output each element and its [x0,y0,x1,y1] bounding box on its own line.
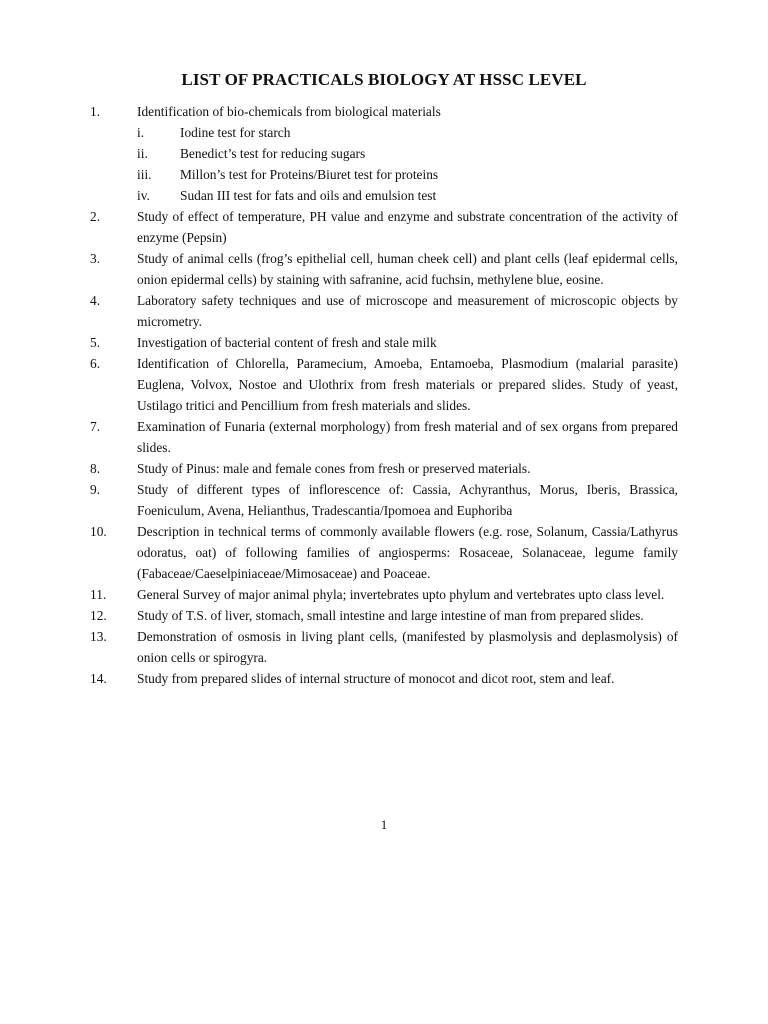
sublist-item [137,122,678,143]
sublist-item [137,185,678,206]
list-item [90,605,678,626]
item-number: 1. [90,104,101,119]
item-text: Laboratory safety techniques and use of microscope and measurement of microscopic objects by micrometry. [137,293,678,329]
subitem-number: iv. [137,188,150,203]
item-number: 14. [90,671,107,686]
item-number: 10. [90,524,107,539]
item-text: Identification of Chlorella, Paramecium, Amoeba, Entamoeba, Plasmodium (malarial parasite) Euglena, Volvox, Nostoe and Ulothrix from fresh materials or prepared slides. Study of yeast, Ustilago tritici and Pencillium from fresh materials and slides. [137,356,678,413]
item-text: Study of animal cells (frog’s epithelial cell, human cheek cell) and plant cells (leaf epidermal cells, onion epidermal cells) by staining with safranine, acid fuchsin, methylene blue, eosine. [137,251,678,287]
list-item [90,458,678,479]
item-number: 11. [90,587,107,602]
item-text: Study of different types of inflorescence of: Cassia, Achyranthus, Morus, Iberis, Brassica, Foeniculum, Avena, Helianthus, Tradescantia/Ipomoea and Euphoriba [137,482,678,518]
list-item [90,626,678,668]
list-item [90,521,678,584]
item-content [137,101,678,206]
subitem-text: Benedict’s test for reducing sugars [180,146,366,161]
item-text: Study from prepared slides of internal structure of monocot and dicot root, stem and leaf. [137,671,615,686]
sublist-item [137,143,678,164]
subitem-text: Millon’s test for Proteins/Biuret test for proteins [180,167,439,182]
list-item [90,668,678,689]
list-item [90,479,678,521]
page-title: LIST OF PRACTICALS BIOLOGY AT HSSC LEVEL [181,70,587,89]
item-number: 7. [90,419,101,434]
item-number: 9. [90,482,101,497]
item-text: Study of effect of temperature, PH value and enzyme and substrate concentration of the activity of enzyme (Pepsin) [137,209,678,245]
sublist-item [137,164,678,185]
item-text: Investigation of bacterial content of fresh and stale milk [137,335,437,350]
list-item [90,416,678,458]
list-item [90,584,678,605]
item-number: 4. [90,293,101,308]
item-number: 6. [90,356,101,371]
item-number: 8. [90,461,101,476]
item-number: 2. [90,209,101,224]
item-text: Study of T.S. of liver, stomach, small intestine and large intestine of man from prepared slides. [137,608,644,623]
item-number: 3. [90,251,101,266]
item-number: 13. [90,629,107,644]
item-text: Identification of bio-chemicals from biological materials [137,104,441,119]
subitem-text: Sudan III test for fats and oils and emulsion test [180,188,437,203]
subitem-number: ii. [137,146,148,161]
subitem-text: Iodine test for starch [180,125,291,140]
subitem-number: iii. [137,167,152,182]
item-text: Study of Pinus: male and female cones from fresh or preserved materials. [137,461,531,476]
item-text: General Survey of major animal phyla; invertebrates upto phylum and vertebrates upto class level. [137,587,665,602]
list-item [90,101,678,206]
page-number: 1 [380,817,388,832]
item-number: 5. [90,335,101,350]
list-item [90,206,678,248]
subitem-number: i. [137,125,145,140]
practicals-list [90,101,678,689]
item-text: Demonstration of osmosis in living plant cells, (manifested by plasmolysis and deplasmolysis) of onion cells or spirogyra. [137,629,678,665]
list-item [90,248,678,290]
list-item [90,332,678,353]
list-item [90,353,678,416]
item-number: 12. [90,608,107,623]
item-text: Description in technical terms of commonly available flowers (e.g. rose, Solanum, Cassia/Lathyrus odoratus, oat) of following families of angiosperms: Rosaceae, Solanaceae, legume family (Fabaceae/Caeselpiniaceae/Mimosaceae) and Poaceae. [137,524,678,581]
item-text: Examination of Funaria (external morphology) from fresh material and of sex organs from prepared slides. [137,419,678,455]
list-item [90,290,678,332]
bio-chemical-tests-sublist [137,122,678,206]
